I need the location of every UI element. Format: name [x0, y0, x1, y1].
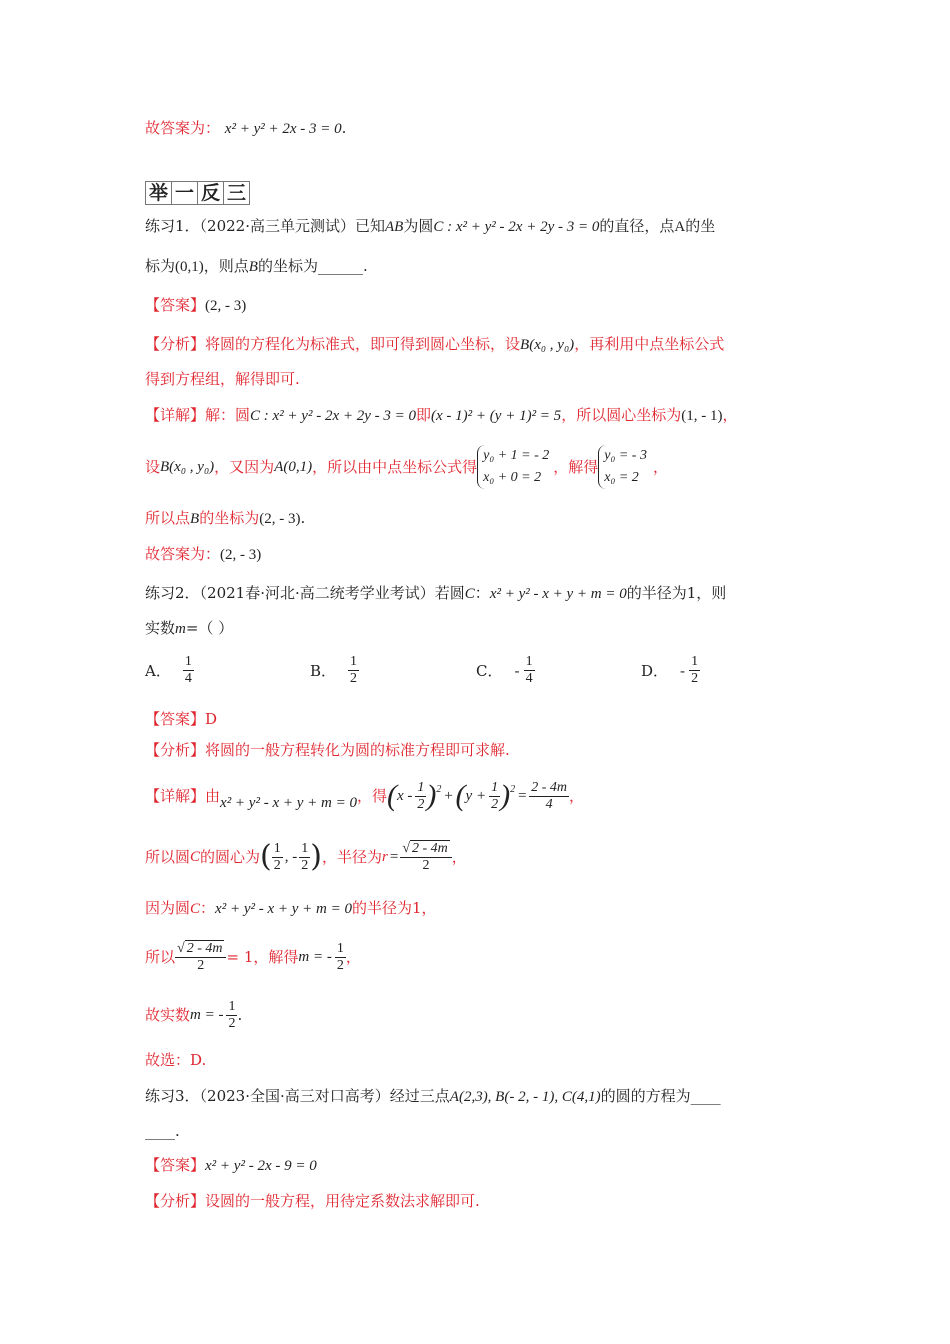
choice-b-label: B． — [310, 661, 337, 680]
ex2-so-m: m = - — [298, 949, 332, 965]
ex1-detail-pb: B — [190, 511, 200, 527]
ex2-text1: 若圆 — [434, 584, 465, 602]
ex3-label: 练习3． — [145, 1087, 200, 1105]
ex2-line2b: =（ ） — [185, 619, 234, 637]
ex1-detail-label: 【详解】 — [145, 406, 206, 424]
ex2-so-den: 2 — [197, 957, 205, 973]
choice-d-fraction — [689, 654, 700, 687]
ex2-because-c: C — [190, 901, 201, 917]
ex2-center-text3: ，半径为 — [321, 848, 382, 866]
ex2-answer: D — [205, 710, 218, 728]
choice-a-num: 1 — [184, 654, 192, 669]
ex1-detail7: ，所以由中点坐标公式得 — [312, 458, 478, 476]
section-char-4: 三 — [223, 181, 250, 205]
ex1-sys2-a: y₀ = - 3 — [604, 448, 647, 463]
ex1-analysis-line2 — [145, 369, 300, 389]
ex1-final-line — [145, 544, 261, 565]
ex2-real1: 故实数 — [145, 1006, 191, 1024]
ex2-so-line: 所以 $\frac{√ 2 - 4m}{2}$ = 1，解得 m = - $\frac{1}{2}$ ， — [145, 940, 361, 973]
ex1-analysis-line1 — [145, 334, 724, 355]
ex1-detail10: 所以点 — [145, 509, 191, 527]
ex2-so2: = 1，解得 — [226, 948, 299, 966]
ex1-detail-coord: (2, - 3) — [259, 511, 301, 527]
choice-c-fraction — [524, 654, 535, 687]
ex3-source: （2023·全国·高三对口高考） — [199, 1087, 390, 1105]
ex1-detail3: ，所以圆心坐标为 — [561, 406, 682, 424]
choice-c-num: 1 — [525, 654, 533, 669]
section-char-2: 一 — [171, 181, 198, 205]
ex2-center-coords: ( $\frac{1}{2}$ , - $\frac{1}{2}$ ) — [260, 839, 322, 874]
ex1-system-1 — [477, 445, 549, 489]
ex2-choice-c[interactable] — [476, 654, 535, 687]
ex2-detail-line1 — [145, 774, 584, 818]
ex1-question-line2 — [145, 256, 368, 277]
ex1-text1: 已知 — [355, 217, 386, 235]
ex1-system-2 — [598, 445, 647, 489]
ex2-detail-label: 【详解】 — [145, 787, 206, 805]
ex3-question-line1 — [145, 1086, 721, 1107]
ex1-detail9: ， — [652, 458, 668, 476]
ex1-analysis3: 得到方程组，解得即可. — [145, 370, 300, 388]
top-answer-formula: x² + y² + 2x - 3 = 0 — [224, 121, 342, 137]
ex2-so3: ， — [345, 948, 361, 966]
ex2-choice-a[interactable] — [145, 654, 194, 687]
ex3-answer: x² + y² - 2x - 9 = 0 — [205, 1158, 317, 1174]
section-char-1: 举 — [145, 181, 172, 205]
ex1-detail-a: A(0,1) — [274, 459, 313, 475]
ex1-detail-line3 — [145, 508, 305, 529]
choice-d-sign: - — [680, 661, 686, 680]
ex2-detail1: 由 — [205, 787, 221, 805]
ex2-r: r — [382, 849, 388, 865]
ex2-analysis-label: 【分析】 — [145, 741, 206, 759]
ex1-detail12: . — [300, 509, 306, 527]
ex2-line2: 实数 — [145, 619, 176, 637]
ex2-answer-line — [145, 709, 217, 729]
ex2-m: m — [175, 621, 186, 637]
ex3-analysis-label: 【分析】 — [145, 1192, 206, 1210]
ex2-because-eq: x² + y² - x + y + m = 0 — [215, 901, 352, 917]
ex2-question-line2 — [145, 618, 233, 639]
ex3-text2: 的圆的方程为____ — [600, 1087, 721, 1105]
ex2-label: 练习2． — [145, 584, 200, 602]
top-answer-label: 故答案为： — [145, 119, 221, 137]
ex2-rhs-num: 2 - 4m — [531, 779, 567, 795]
ex2-choose-line — [145, 1050, 206, 1070]
ex1-line2-text2: ，则点 — [203, 257, 249, 275]
ex1-ab: AB — [385, 219, 404, 235]
ex1-detail4: ， — [722, 406, 738, 424]
ex2-choice-d[interactable] — [641, 654, 700, 687]
ex1-detail-circle: C : x² + y² - 2x + 2y - 3 = 0 — [250, 408, 417, 424]
ex2-so-frac: $\frac{√ 2 - 4m}{2}$ — [175, 941, 226, 974]
choice-c-sign: - — [514, 661, 520, 680]
ex2-text3: 的半径为1，则 — [626, 584, 727, 602]
ex3-points: A(2,3), B(- 2, - 1), C(4,1) — [449, 1089, 601, 1105]
ex1-text4: 的坐 — [685, 217, 716, 235]
ex1-sys1-b: x₀ + 0 = 2 — [483, 470, 542, 485]
ex1-answer: (2, - 3) — [205, 298, 247, 314]
ex2-center-line: 所以圆 C 的圆心为 ( $\frac{1}{2}$ , - $\frac{1}{2}$ ) ，半径为 r = $\frac{√ 2 - 4m}{2}$ ， — [145, 839, 467, 874]
ex2-radius-frac: $\frac{√ 2 - 4m}{2}$ — [400, 841, 451, 874]
ex3-analysis: 设圆的一般方程，用待定系数法求解即可. — [205, 1192, 480, 1210]
ex2-so-num: 2 - 4m — [186, 940, 223, 956]
ex1-point-a: A — [674, 219, 686, 235]
choice-c-den: 4 — [525, 671, 533, 686]
ex1-analysis-b: B(x₀ , y₀) — [520, 337, 575, 353]
ex1-detail11: 的坐标为 — [199, 509, 260, 527]
ex2-because2: ： — [200, 899, 216, 917]
ex2-eq: x² + y² - x + y + m = 0 — [489, 586, 627, 602]
ex2-rhs-den: 4 — [545, 796, 553, 812]
ex1-final-label: 故答案为： — [145, 545, 221, 563]
section-char-3: 反 — [197, 181, 224, 205]
choice-a-label: A． — [145, 661, 171, 680]
ex2-radius-num: 2 - 4m — [412, 840, 448, 856]
ex1-answer-label: 【答案】 — [145, 296, 206, 314]
ex1-analysis2: ，再利用中点坐标公式 — [574, 335, 725, 353]
ex2-detail3: ， — [568, 787, 584, 805]
ex3-answer-line — [145, 1155, 317, 1176]
ex2-detail-eq: x² + y² - x + y + m = 0 — [220, 795, 357, 811]
ex2-choice-b[interactable] — [310, 654, 359, 687]
ex2-center-text2: 的圆心为 — [200, 848, 261, 866]
choice-b-fraction — [348, 654, 359, 687]
ex2-center-c: C — [190, 849, 201, 865]
ex2-detail2: ，得 — [356, 787, 387, 805]
ex2-answer-label: 【答案】 — [145, 710, 206, 728]
ex1-circle-eq: C : x² + y² - 2x + 2y - 3 = 0 — [433, 219, 600, 235]
ex3-blank: ____. — [145, 1122, 180, 1140]
ex3-text1: 经过三点 — [389, 1087, 450, 1105]
ex2-c: C — [464, 586, 475, 602]
ex3-question-line2 — [145, 1121, 180, 1141]
ex2-real-m: m = - — [190, 1007, 224, 1023]
ex2-question-line1 — [145, 583, 726, 604]
choice-d-num: 1 — [691, 654, 699, 669]
ex2-analysis-line — [145, 740, 510, 760]
ex1-detail-line2 — [145, 442, 668, 492]
choice-b-num: 1 — [350, 654, 358, 669]
ex1-detail-center: (1, - 1) — [681, 408, 723, 424]
ex1-detail6: ，又因为 — [214, 458, 275, 476]
ex2-std-form: ( x - $\frac{1}{2}$ ) $^2$ + ( y + $\frac{1}{2}$ ) $^2$ = $\frac{2 - 4m}{4}$ — [387, 779, 567, 812]
ex1-analysis-label: 【分析】 — [145, 335, 206, 353]
ex1-point-b: B — [248, 259, 258, 275]
ex2-because1: 因为圆 — [145, 899, 191, 917]
ex3-answer-label: 【答案】 — [145, 1156, 206, 1174]
ex2-center-text4: ， — [451, 848, 467, 866]
section-title — [145, 181, 249, 205]
ex1-label: 练习1． — [145, 217, 200, 235]
ex2-so1: 所以 — [145, 948, 176, 966]
choice-d-den: 2 — [691, 671, 699, 686]
choice-d-label: D． — [641, 661, 669, 680]
choice-c-label: C． — [476, 661, 503, 680]
ex1-answer-line — [145, 295, 246, 316]
top-answer-line — [145, 118, 346, 139]
ex1-detail-b: B(x₀ , y₀) — [160, 459, 215, 475]
ex1-detail-line1 — [145, 405, 737, 426]
ex1-coord-a: (0,1) — [175, 259, 204, 275]
ex2-center-text1: 所以圆 — [145, 848, 191, 866]
ex2-real2: . — [237, 1006, 243, 1024]
ex2-radius-den: 2 — [422, 857, 430, 873]
ex1-question-line1 — [145, 216, 715, 237]
ex1-text2: 为圆 — [403, 217, 434, 235]
ex1-final: (2, - 3) — [220, 547, 262, 563]
ex1-detail2: 即 — [416, 406, 432, 424]
ex2-because3: 的半径为1， — [352, 899, 437, 917]
ex1-blank: 的坐标为______. — [257, 257, 368, 275]
top-answer-end: . — [341, 119, 347, 137]
ex2-real-line: 故实数 m = - $\frac{1}{2}$ . — [145, 998, 243, 1031]
ex2-source: （2021春·河北·高二统考学业考试） — [199, 584, 435, 602]
choice-b-den: 2 — [350, 671, 358, 686]
ex3-analysis-line — [145, 1191, 480, 1211]
ex1-analysis1: 将圆的方程化为标准式，即可得到圆心坐标，设 — [205, 335, 521, 353]
choice-a-fraction — [183, 654, 194, 687]
ex1-line2-text1: 标为 — [145, 257, 176, 275]
ex1-source: （2022·高三单元测试） — [199, 217, 355, 235]
ex2-choose: 故选：D. — [145, 1051, 207, 1069]
ex1-detail-std: (x - 1)² + (y + 1)² = 5 — [431, 408, 562, 424]
ex1-text3: 的直径，点 — [599, 217, 675, 235]
ex1-detail1: 解：圆 — [205, 406, 251, 424]
choice-a-den: 4 — [184, 671, 192, 686]
ex2-text2: ： — [474, 584, 490, 602]
ex1-sys1-a: y₀ + 1 = - 2 — [483, 448, 550, 463]
ex1-detail8: ，解得 — [553, 458, 599, 476]
ex2-analysis: 将圆的一般方程转化为圆的标准方程即可求解. — [205, 741, 510, 759]
ex1-detail5: 设 — [145, 458, 161, 476]
ex1-sys2-b: x₀ = 2 — [604, 470, 639, 485]
ex2-because-line — [145, 898, 437, 919]
